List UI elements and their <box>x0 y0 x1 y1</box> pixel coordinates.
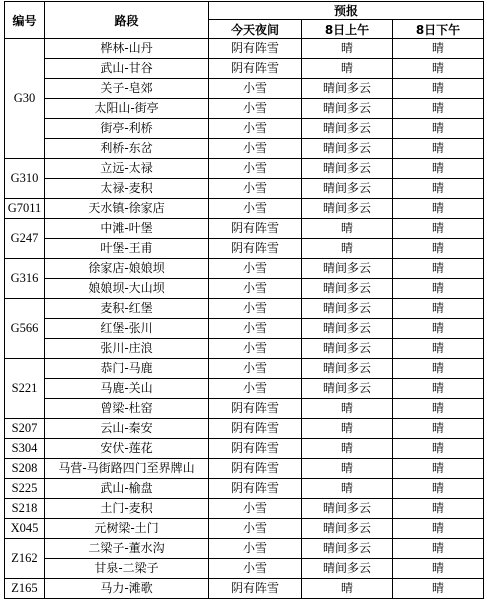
afternoon-cell: 晴 <box>393 279 484 299</box>
morning-cell: 晴间多云 <box>302 159 393 179</box>
morning-cell: 晴间多云 <box>302 139 393 159</box>
segment-cell: 张川-庄浪 <box>45 339 209 359</box>
afternoon-cell: 晴 <box>393 459 484 479</box>
morning-cell: 晴 <box>302 39 393 59</box>
morning-cell: 晴间多云 <box>302 279 393 299</box>
afternoon-cell: 晴 <box>393 319 484 339</box>
road-code-cell: G30 <box>5 39 45 159</box>
afternoon-cell: 晴 <box>393 159 484 179</box>
tonight-cell: 小雪 <box>209 199 302 219</box>
tonight-cell: 小雪 <box>209 139 302 159</box>
afternoon-cell: 晴 <box>393 499 484 519</box>
tonight-cell: 阴有阵雪 <box>209 59 302 79</box>
forecast-table-container <box>4 1 483 599</box>
road-code-cell: G247 <box>5 219 45 259</box>
segment-cell: 叶堡-王甫 <box>45 239 209 259</box>
table-row <box>5 299 484 319</box>
segment-cell: 徐家店-娘娘坝 <box>45 259 209 279</box>
tonight-cell: 小雪 <box>209 559 302 579</box>
tonight-cell: 阴有阵雪 <box>209 39 302 59</box>
afternoon-cell: 晴 <box>393 439 484 459</box>
table-row <box>5 439 484 459</box>
table-row <box>5 39 484 59</box>
morning-cell: 晴间多云 <box>302 499 393 519</box>
afternoon-cell: 晴 <box>393 359 484 379</box>
morning-cell: 晴 <box>302 579 393 599</box>
afternoon-cell: 晴 <box>393 59 484 79</box>
morning-cell: 晴间多云 <box>302 519 393 539</box>
afternoon-cell: 晴 <box>393 99 484 119</box>
table-row <box>5 399 484 419</box>
afternoon-cell: 晴 <box>393 299 484 319</box>
table-row <box>5 99 484 119</box>
segment-cell: 红堡-张川 <box>45 319 209 339</box>
segment-cell: 云山-秦安 <box>45 419 209 439</box>
segment-cell: 元树梁-土门 <box>45 519 209 539</box>
tonight-cell: 阴有阵雪 <box>209 479 302 499</box>
segment-cell: 太阳山-街亭 <box>45 99 209 119</box>
morning-cell: 晴间多云 <box>302 299 393 319</box>
afternoon-cell: 晴 <box>393 519 484 539</box>
segment-cell: 安伏-莲花 <box>45 439 209 459</box>
segment-cell: 立远-太禄 <box>45 159 209 179</box>
segment-cell: 武山-榆盘 <box>45 479 209 499</box>
tonight-cell: 小雪 <box>209 179 302 199</box>
segment-cell: 武山-甘谷 <box>45 59 209 79</box>
afternoon-cell: 晴 <box>393 399 484 419</box>
tonight-cell: 小雪 <box>209 539 302 559</box>
afternoon-cell: 晴 <box>393 239 484 259</box>
morning-cell: 晴 <box>302 59 393 79</box>
tonight-cell: 小雪 <box>209 299 302 319</box>
table-row <box>5 579 484 599</box>
morning-cell: 晴间多云 <box>302 339 393 359</box>
afternoon-cell: 晴 <box>393 139 484 159</box>
afternoon-cell: 晴 <box>393 419 484 439</box>
morning-cell: 晴间多云 <box>302 319 393 339</box>
segment-cell: 娘娘坝-大山坝 <box>45 279 209 299</box>
afternoon-cell: 晴 <box>393 539 484 559</box>
afternoon-cell: 晴 <box>393 559 484 579</box>
afternoon-cell: 晴 <box>393 179 484 199</box>
afternoon-cell: 晴 <box>393 119 484 139</box>
tonight-cell: 阴有阵雪 <box>209 419 302 439</box>
morning-cell: 晴间多云 <box>302 379 393 399</box>
segment-cell: 恭门-马鹿 <box>45 359 209 379</box>
header-morning: 8日上午 <box>302 20 393 39</box>
tonight-cell: 小雪 <box>209 79 302 99</box>
table-row <box>5 539 484 559</box>
afternoon-cell: 晴 <box>393 259 484 279</box>
tonight-cell: 阴有阵雪 <box>209 439 302 459</box>
morning-cell: 晴 <box>302 479 393 499</box>
tonight-cell: 阴有阵雪 <box>209 459 302 479</box>
header-tonight: 今天夜间 <box>209 20 302 39</box>
morning-cell: 晴 <box>302 399 393 419</box>
morning-cell: 晴 <box>302 439 393 459</box>
tonight-cell: 小雪 <box>209 499 302 519</box>
afternoon-cell: 晴 <box>393 339 484 359</box>
road-code-cell: Z162 <box>5 539 45 579</box>
tonight-cell: 阴有阵雪 <box>209 579 302 599</box>
afternoon-cell: 晴 <box>393 219 484 239</box>
segment-cell: 二梁子-董水沟 <box>45 539 209 559</box>
table-row <box>5 559 484 579</box>
tonight-cell: 小雪 <box>209 159 302 179</box>
tonight-cell: 小雪 <box>209 279 302 299</box>
road-code-cell: G566 <box>5 299 45 359</box>
table-row <box>5 199 484 219</box>
road-weather-forecast-table <box>4 1 484 599</box>
road-code-cell: S207 <box>5 419 45 439</box>
segment-cell: 曾梁-杜窑 <box>45 399 209 419</box>
segment-cell: 街亭-利桥 <box>45 119 209 139</box>
tonight-cell: 阴有阵雪 <box>209 399 302 419</box>
segment-cell: 天水镇-徐家店 <box>45 199 209 219</box>
header-forecast: 预报 <box>209 2 484 20</box>
table-row <box>5 419 484 439</box>
segment-cell: 太禄-麦积 <box>45 179 209 199</box>
road-code-cell: S225 <box>5 479 45 499</box>
afternoon-cell: 晴 <box>393 579 484 599</box>
table-row <box>5 339 484 359</box>
afternoon-cell: 晴 <box>393 199 484 219</box>
road-code-cell: S208 <box>5 459 45 479</box>
morning-cell: 晴间多云 <box>302 99 393 119</box>
table-row <box>5 239 484 259</box>
segment-cell: 马鹿-关山 <box>45 379 209 399</box>
road-code-cell: G310 <box>5 159 45 199</box>
afternoon-cell: 晴 <box>393 379 484 399</box>
road-code-cell: G7011 <box>5 199 45 219</box>
morning-cell: 晴间多云 <box>302 259 393 279</box>
forecast-body <box>5 39 484 599</box>
afternoon-cell: 晴 <box>393 479 484 499</box>
table-row <box>5 219 484 239</box>
tonight-cell: 小雪 <box>209 359 302 379</box>
tonight-cell: 小雪 <box>209 339 302 359</box>
segment-cell: 土门-麦积 <box>45 499 209 519</box>
table-row <box>5 179 484 199</box>
segment-cell: 桦林-山丹 <box>45 39 209 59</box>
table-row <box>5 479 484 499</box>
morning-cell: 晴 <box>302 219 393 239</box>
table-row <box>5 279 484 299</box>
road-code-cell: G316 <box>5 259 45 299</box>
segment-cell: 麦积-红堡 <box>45 299 209 319</box>
tonight-cell: 小雪 <box>209 119 302 139</box>
morning-cell: 晴间多云 <box>302 539 393 559</box>
road-code-cell: X045 <box>5 519 45 539</box>
afternoon-cell: 晴 <box>393 79 484 99</box>
tonight-cell: 小雪 <box>209 259 302 279</box>
morning-cell: 晴间多云 <box>302 119 393 139</box>
tonight-cell: 阴有阵雪 <box>209 239 302 259</box>
table-row <box>5 519 484 539</box>
morning-cell: 晴间多云 <box>302 179 393 199</box>
table-row <box>5 59 484 79</box>
table-row <box>5 379 484 399</box>
tonight-cell: 阴有阵雪 <box>209 219 302 239</box>
morning-cell: 晴间多云 <box>302 199 393 219</box>
segment-cell: 甘泉-二梁子 <box>45 559 209 579</box>
table-row <box>5 319 484 339</box>
table-row <box>5 119 484 139</box>
morning-cell: 晴 <box>302 459 393 479</box>
table-row <box>5 259 484 279</box>
morning-cell: 晴 <box>302 419 393 439</box>
table-row <box>5 139 484 159</box>
tonight-cell: 小雪 <box>209 519 302 539</box>
morning-cell: 晴间多云 <box>302 359 393 379</box>
header-code: 编号 <box>5 2 45 39</box>
tonight-cell: 小雪 <box>209 99 302 119</box>
table-row <box>5 79 484 99</box>
segment-cell: 关子-皂郊 <box>45 79 209 99</box>
table-row <box>5 499 484 519</box>
header-afternoon: 8日下午 <box>393 20 484 39</box>
segment-cell: 利桥-东岔 <box>45 139 209 159</box>
table-row <box>5 359 484 379</box>
road-code-cell: Z165 <box>5 579 45 599</box>
segment-cell: 中滩-叶堡 <box>45 219 209 239</box>
afternoon-cell: 晴 <box>393 39 484 59</box>
header-segment: 路段 <box>45 2 209 39</box>
tonight-cell: 小雪 <box>209 379 302 399</box>
road-code-cell: S304 <box>5 439 45 459</box>
road-code-cell: S218 <box>5 499 45 519</box>
morning-cell: 晴间多云 <box>302 559 393 579</box>
table-row <box>5 459 484 479</box>
table-row <box>5 159 484 179</box>
segment-cell: 马营-马街路四门至界牌山 <box>45 459 209 479</box>
segment-cell: 马力-滩歌 <box>45 579 209 599</box>
morning-cell: 晴 <box>302 239 393 259</box>
morning-cell: 晴间多云 <box>302 79 393 99</box>
tonight-cell: 小雪 <box>209 319 302 339</box>
road-code-cell: S221 <box>5 359 45 419</box>
